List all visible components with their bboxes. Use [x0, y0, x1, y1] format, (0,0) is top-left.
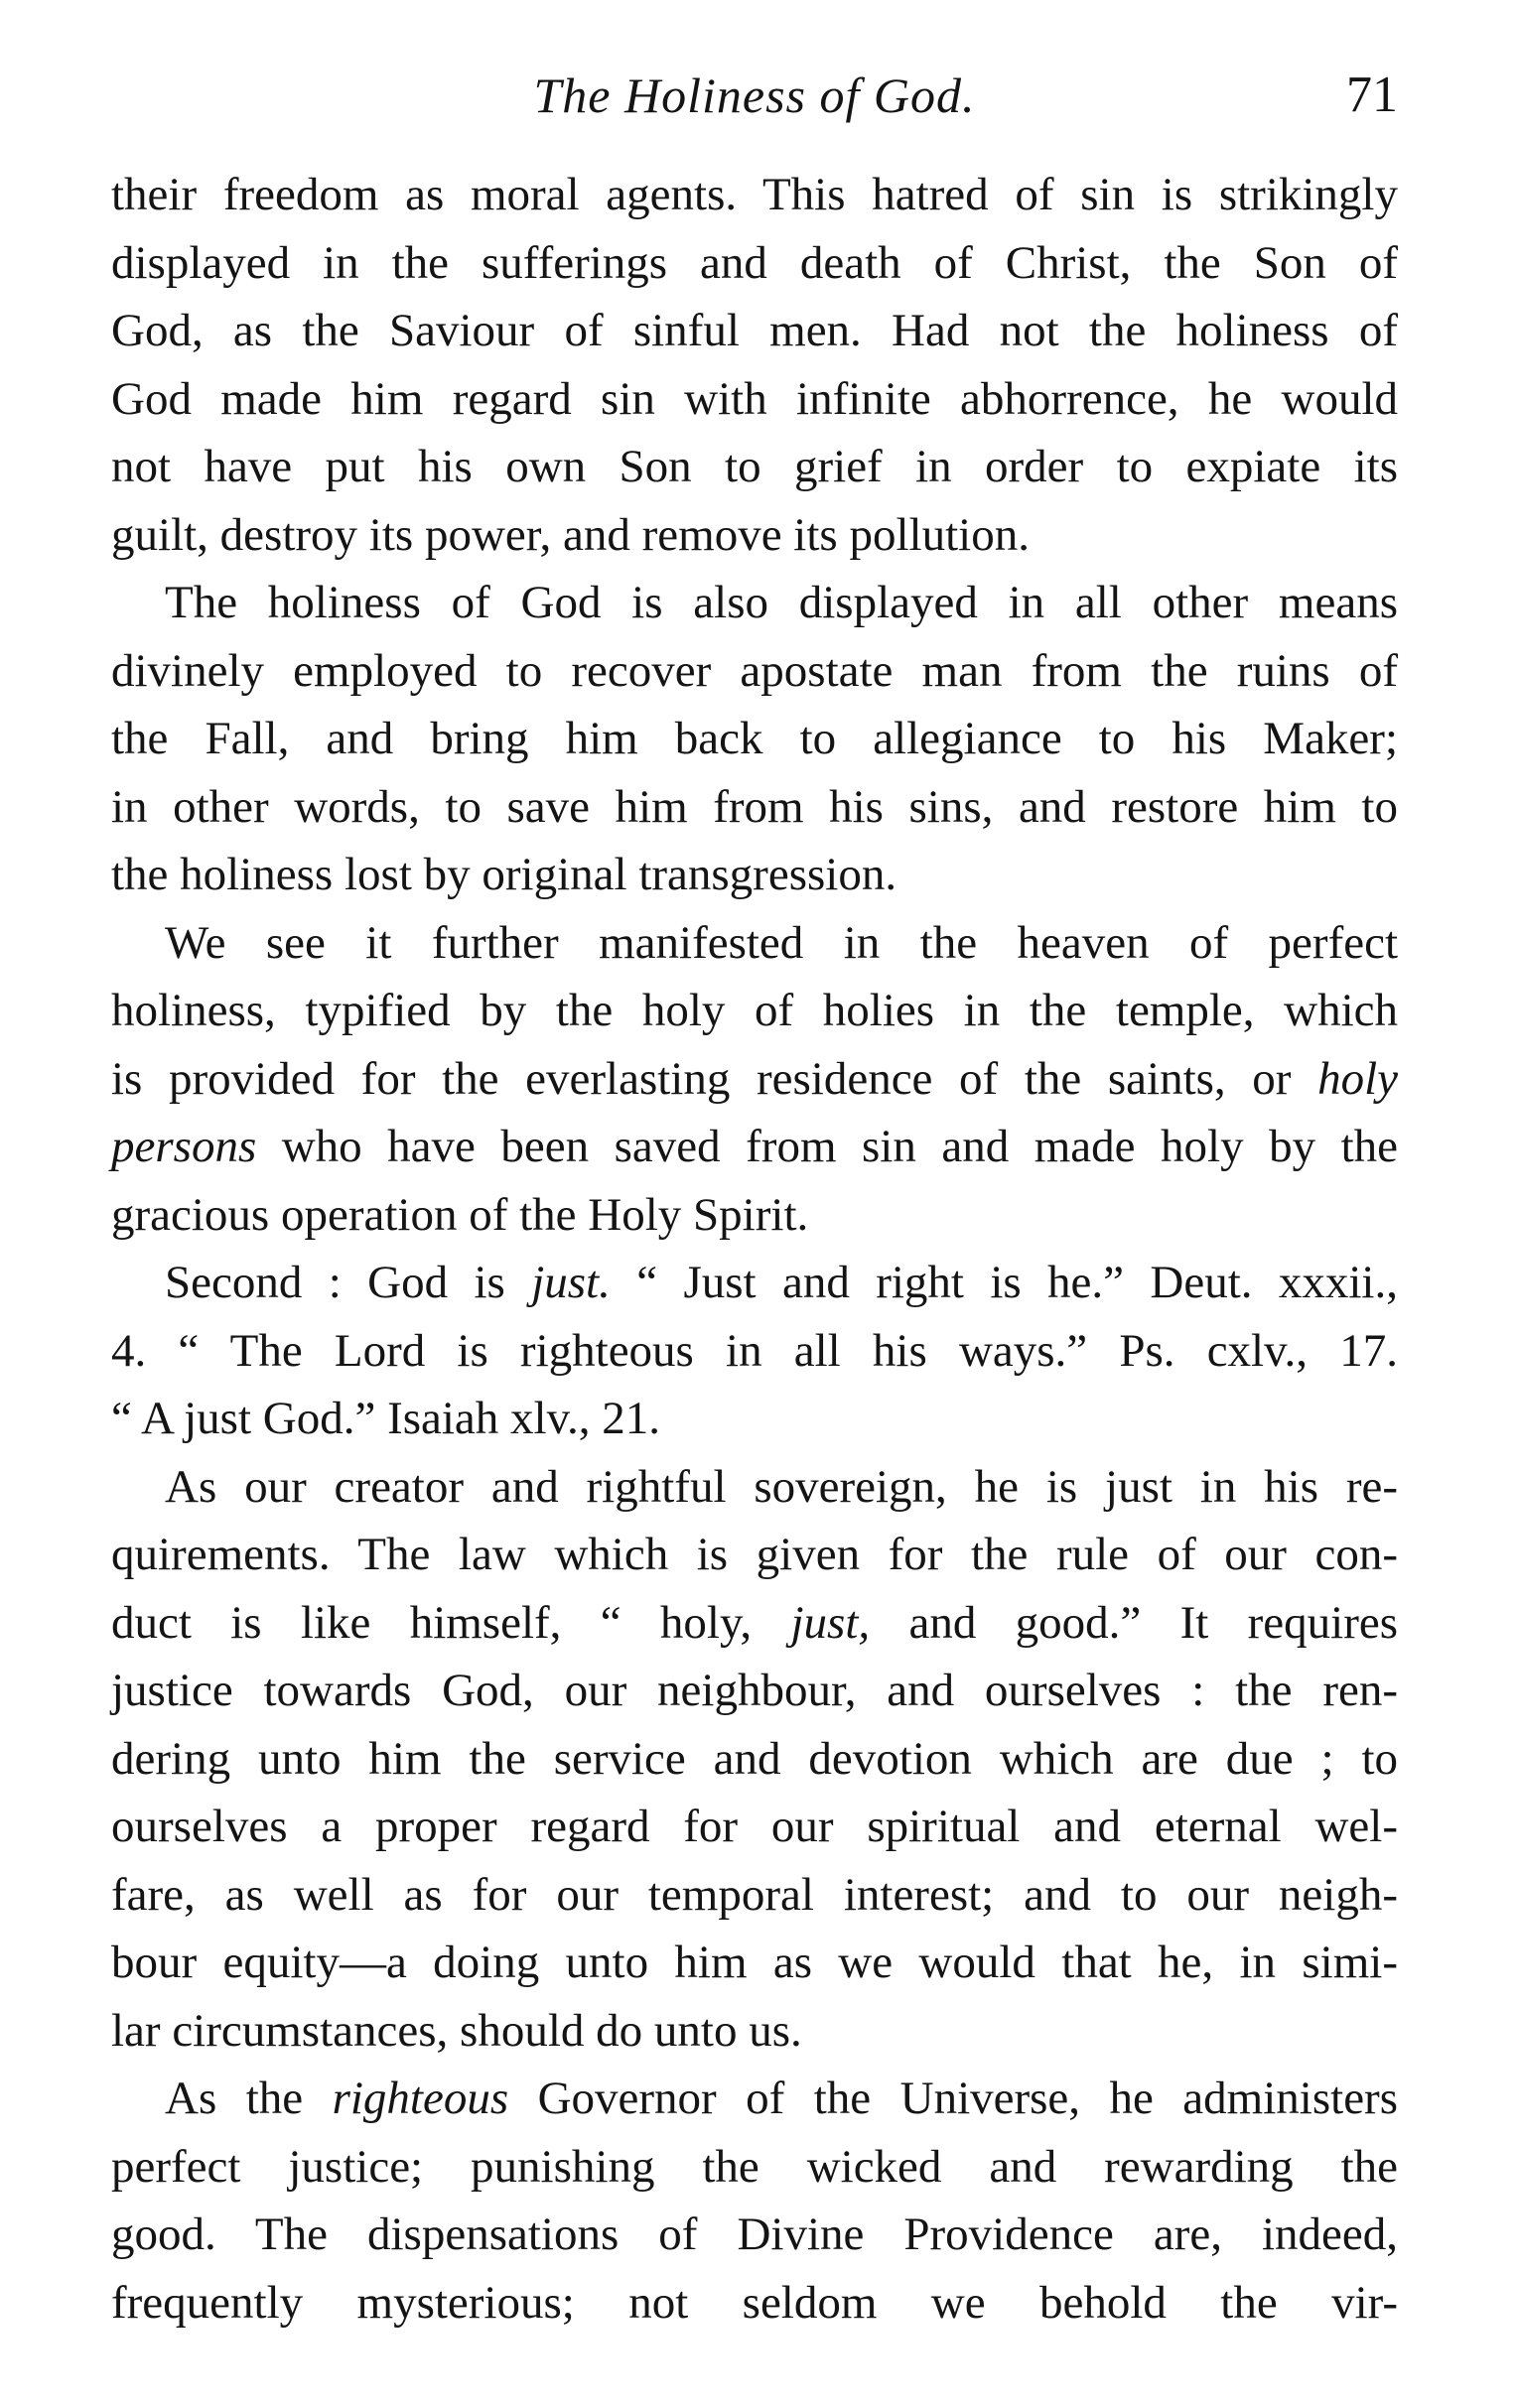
text-line: not have put his own Son to grief in order to expiate its	[111, 441, 1398, 492]
emphasis-persons: persons	[111, 1121, 257, 1172]
paragraph-1	[111, 161, 1398, 569]
paragraph-6	[111, 2065, 1398, 2337]
text-line: in other words, to save him from his sins, and restore him to	[111, 780, 1398, 833]
text-line: 4. “ The Lord is righteous in all his ways.” Ps. cxlv., 17.	[111, 1324, 1398, 1377]
text-line: We see it further manifested in the heaven of perfect	[165, 916, 1398, 969]
emphasis-just: just,	[790, 1596, 871, 1649]
text-line: divinely employed to recover apostate man from the ruins of	[111, 644, 1398, 697]
page-header	[111, 60, 1398, 131]
text-segment: is provided for the everlasting residence of the saints, or	[111, 1052, 1292, 1105]
text-line: their freedom as moral agents. This hatred of sin is strikingly	[111, 169, 1398, 220]
text-line: the Fall, and bring him back to allegiance to his Maker;	[111, 713, 1398, 764]
emphasis-righteous: righteous	[332, 2073, 509, 2124]
text-line	[111, 1249, 1398, 1317]
text-line: God, as the Saviour of sinful men. Had not the holiness of	[111, 305, 1398, 356]
text-line: As our creator and rightful sovereign, he is just in his re-	[165, 1460, 1398, 1513]
text-line: guilt, destroy its power, and remove its pollution.	[111, 508, 1030, 561]
paragraph-5	[111, 1453, 1398, 2066]
text-line: ourselves a proper regard for our spiritual and eternal wel-	[111, 1801, 1398, 1852]
text-line: the holiness lost by original transgression.	[111, 849, 897, 900]
text-line: quirements. The law which is given for the rule of our con-	[111, 1529, 1398, 1580]
text-line: good. The dispensations of Divine Providence are, indeed,	[111, 2208, 1398, 2260]
text-line: lar circumstances, should do unto us.	[111, 2004, 802, 2057]
text-line: frequently mysterious; not seldom we behold the vir-	[111, 2276, 1398, 2329]
text-line: displayed in the sufferings and death of Christ, the Son of	[111, 236, 1398, 289]
text-line: dering unto him the service and devotion which are due ; to	[111, 1732, 1398, 1785]
text-segment: duct is like himself, “ holy,	[111, 1596, 791, 1649]
text-line	[111, 1113, 1398, 1181]
text-line: justice towards God, our neighbour, and ourselves : the ren-	[111, 1665, 1398, 1716]
text-line: The holiness of God is also displayed in all other means	[165, 577, 1398, 628]
text-segment: “ Just and right is he.” Deut. xxxii.,	[610, 1257, 1398, 1308]
page-number: 71	[1346, 67, 1398, 123]
emphasis-holy: holy	[1317, 1052, 1399, 1105]
emphasis-just: just.	[531, 1257, 611, 1308]
text-line: “ A just God.” Isaiah xlv., 21.	[111, 1393, 661, 1444]
text-segment: Governor of the Universe, he administers	[508, 2073, 1398, 2124]
text-segment: Second : God is	[165, 1257, 532, 1308]
text-line	[111, 2065, 1398, 2133]
paragraph-4	[111, 1249, 1398, 1453]
text-segment: and good.” It requires	[870, 1596, 1398, 1649]
text-line: holiness, typified by the holy of holies in the temple, which	[111, 985, 1398, 1036]
paragraph-2	[111, 569, 1398, 909]
body-text	[111, 161, 1398, 2337]
text-line	[111, 1045, 1398, 1114]
paragraph-3	[111, 909, 1398, 1250]
text-line: bour equity—a doing unto him as we would that he, in simi-	[111, 1937, 1398, 1988]
text-line: fare, as well as for our temporal interest; and to our neigh-	[111, 1868, 1398, 1921]
text-segment: who have been saved from sin and made holy by the	[256, 1121, 1398, 1172]
text-line: God made him regard sin with infinite abhorrence, he would	[111, 372, 1398, 425]
text-line	[111, 1589, 1398, 1658]
text-segment: As the	[165, 2073, 333, 2124]
running-title: The Holiness of God.	[533, 67, 976, 123]
text-line: gracious operation of the Holy Spirit.	[111, 1188, 809, 1241]
text-line: perfect justice; punishing the wicked and rewarding the	[111, 2140, 1398, 2193]
